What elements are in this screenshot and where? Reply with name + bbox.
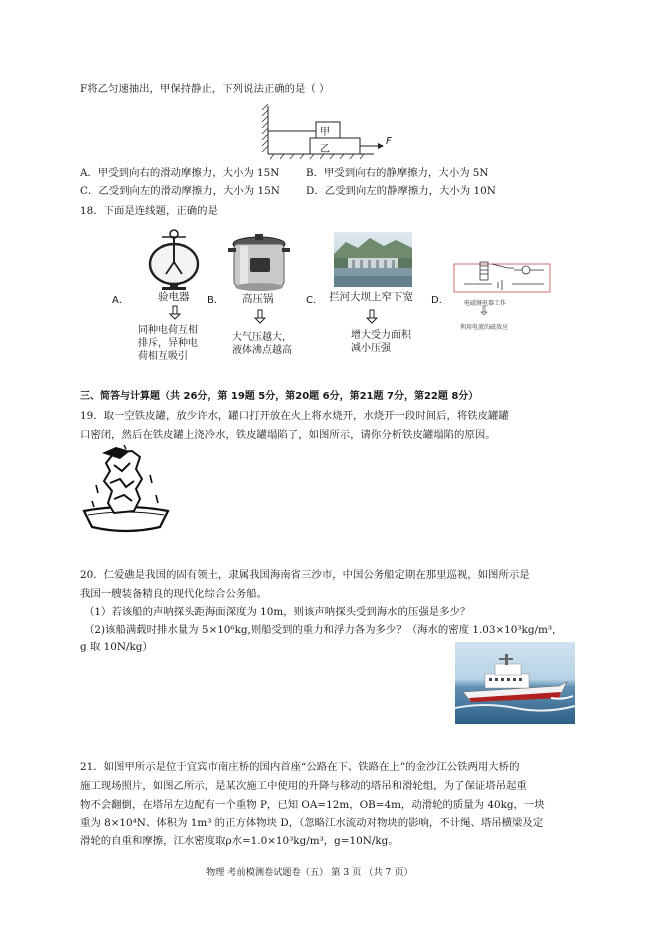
dam-photo (334, 232, 412, 287)
block-yi-label: 乙 (320, 144, 330, 155)
q20-line-1: 20．仁爱礁是我国的固有领土，隶属我国海南省三沙市，中国公务船定期在那里巡视，如图所示是 (80, 569, 530, 581)
q18-option-c-desc-1: 增大受力面积 (351, 330, 411, 341)
q18-option-a-desc-2: 排斥，异种电 (138, 338, 198, 349)
arrow-down-icon (254, 310, 266, 324)
q18-option-b-letter: B． (207, 295, 224, 306)
arrow-down-icon (169, 306, 181, 320)
patrol-ship-photo (455, 642, 575, 724)
block-yi (310, 138, 360, 154)
q18-option-a-desc-1: 同种电荷互相 (138, 325, 198, 336)
electroscope-illustration (144, 230, 204, 290)
q20-part-2b: g 取 10N/kg） (80, 641, 153, 653)
q18-option-c-letter: C． (306, 295, 323, 306)
q21-line-1: 21．如图甲所示是位于宜宾市南庄桥的国内首座“公路在下、铁路在上”的金沙江公铁两用大桥的 (80, 761, 520, 773)
relay-circuit-diagram (452, 258, 552, 296)
q20-part-1: （1）若该船的声呐探头距海面深度为 10m，则该声呐探头受到海水的压强是多少？ (84, 606, 471, 618)
q18-option-c-desc-2: 减小压强 (351, 343, 391, 354)
q18-option-d-desc: 利用电流的磁效应 (460, 324, 509, 331)
q17-figure (262, 104, 402, 160)
q18-option-b-title: 高压锅 (242, 293, 274, 305)
section3-heading: 三、简答与计算题（共 26分，第 19题 5分，第20题 6分，第21题 7分，第22题 8分） (80, 391, 479, 402)
block-jia-label: 甲 (320, 127, 330, 138)
q18-option-a-letter: A． (112, 295, 129, 306)
q18-option-c-title: 拦河大坝上窄下宽 (329, 291, 413, 303)
q21-line-5: 滑轮的自重和摩擦，江水密度取ρ水=1.0×10³kg/m³，g=10N/kg。 (80, 835, 399, 847)
arrow-down-icon (480, 306, 488, 316)
q17-option-b: B．甲受到向右的静摩擦力，大小为 5N (306, 167, 489, 179)
q19-line-2: 口密闭，然后在铁皮罐上浇冷水，铁皮罐塌陷了，如图所示，请你分析铁皮罐塌陷的原因。 (80, 429, 496, 441)
q18-option-d-letter: D． (431, 295, 449, 306)
arrow-down-icon (366, 310, 378, 324)
q20-part-2: （2)该船满载时排水量为 5×10⁶kg,则船受到的重力和浮力各为多少？（海水的密度 1.03×10³kg/m³， (84, 624, 563, 636)
q17-option-d: D．乙受到向左的静摩擦力，大小为 10N (306, 185, 496, 197)
q18-option-a-title: 验电器 (158, 291, 190, 303)
q21-line-4: 重为 8×10⁴N、体积为 1m³ 的正方体物块 D，（忽略江水流动对物块的影响，不计绳、塔吊横梁及定 (80, 817, 544, 829)
q19-line-1: 19．取一空铁皮罐，放少许水，罐口打开放在火上将水烧开，水烧开一段时间后，将铁皮罐罐 (80, 410, 509, 422)
force-f-label: F (386, 136, 392, 147)
q18-option-b-desc-2: 液体沸点越高 (232, 345, 292, 356)
crushed-can-figure (80, 445, 172, 537)
q17-option-c: C．乙受到向左的滑动摩擦力，大小为 15N (80, 185, 280, 197)
q21-line-2: 施工现场照片，如图乙所示，是某次施工中使用的升降与移动的塔吊和滑轮组，为了保证塔吊起重 (80, 780, 527, 792)
q18-stem: 18．下面是连线题，正确的是 (80, 205, 218, 217)
q18-option-a-desc-3: 荷相互吸引 (138, 351, 188, 362)
pressure-cooker-illustration (228, 234, 290, 294)
q18-option-b-desc-1: 大气压越大， (232, 332, 292, 343)
q17-option-a: A．甲受到向右的滑动摩擦力，大小为 15N (80, 167, 280, 179)
q18-option-d-title: 电磁继电器工作 (464, 300, 507, 307)
q21-line-3: 物不会翻倒，在塔吊左边配有一个重物 P，已知 OA=12m，OB=4m，动滑轮的质量为 40kg，一块 (80, 799, 545, 811)
page-footer: 物理 考前模测卷试题卷（五） 第 3 页 （共 7 页） (206, 867, 413, 878)
q17-stem: F将乙匀速抽出，甲保持静止，下列说法正确的是（ ） (80, 83, 330, 95)
q20-line-2: 我国一艘装备精良的现代化综合公务船。 (80, 588, 268, 600)
